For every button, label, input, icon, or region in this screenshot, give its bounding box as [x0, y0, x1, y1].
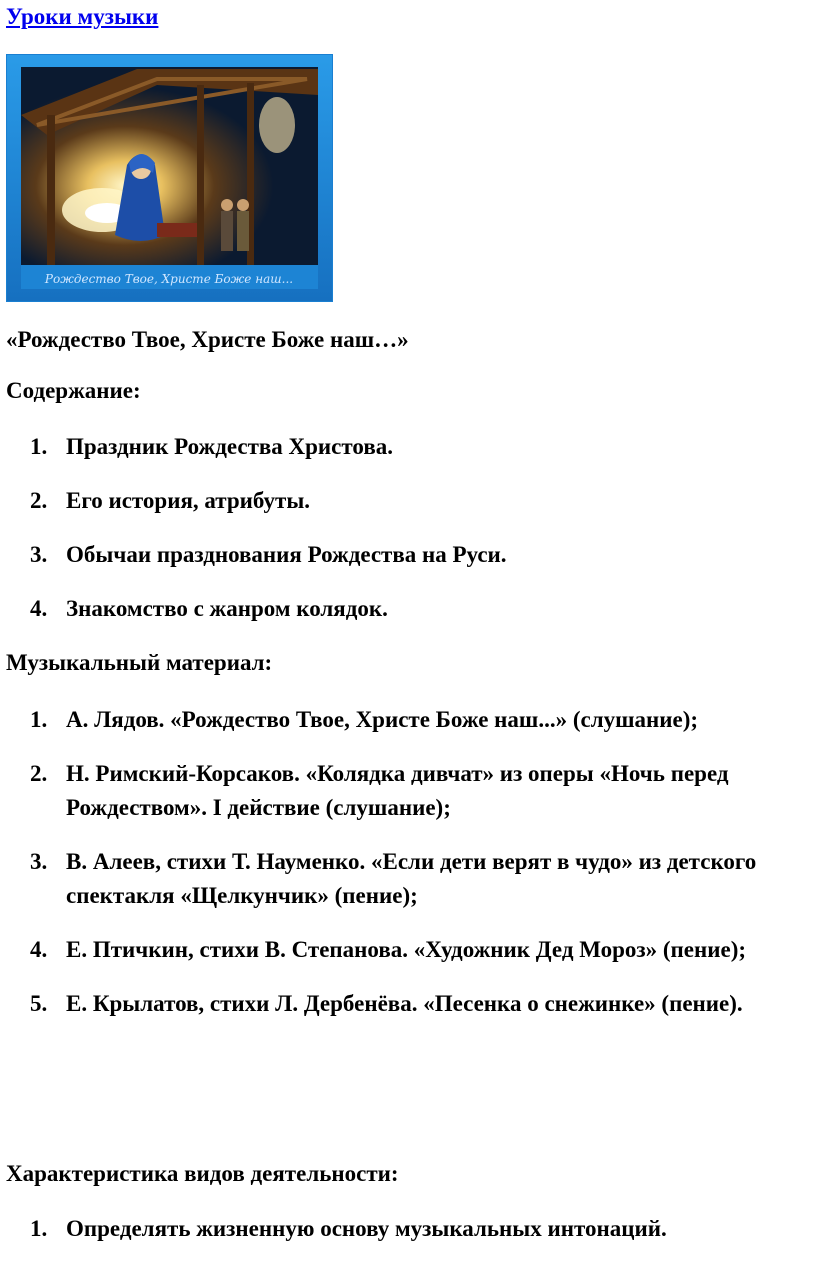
lessons-link[interactable]: Уроки музыки	[6, 4, 159, 29]
list-text: Е. Птичкин, стихи В. Степанова. «Художник Дед Мороз» (пение);	[66, 937, 747, 962]
list-item	[0, 538, 816, 592]
list-item	[0, 757, 816, 825]
list-item	[0, 987, 816, 1021]
list-text: Его история, атрибуты.	[66, 488, 311, 513]
list-number: 4.	[30, 596, 48, 621]
list-item	[0, 484, 816, 538]
list-number: 1.	[30, 707, 48, 732]
list-text: А. Лядов. «Рождество Твое, Христе Боже наш...» (слушание);	[66, 707, 699, 732]
content-list	[0, 430, 816, 646]
list-text: Е. Крылатов, стихи Л. Дербенёва. «Песенка о снежинке» (пение).	[66, 991, 743, 1016]
list-number: 1.	[30, 1216, 48, 1241]
content-heading: Содержание:	[6, 378, 141, 403]
list-number: 3.	[30, 849, 48, 874]
list-text: В. Алеев, стихи Т. Науменко. «Если дети верят в чудо» из детского спектакля «Щелкунчик» (пение);	[66, 849, 757, 908]
list-number: 3.	[30, 542, 48, 567]
song-title: «Рождество Твое, Христе Боже наш…»	[6, 327, 409, 352]
activities-heading: Характеристика видов деятельности:	[6, 1161, 399, 1186]
nativity-picture	[6, 54, 333, 302]
list-item	[0, 592, 816, 646]
list-text: Н. Римский-Корсаков. «Колядка дивчат» из оперы «Ночь перед Рождеством». I действие (слушание);	[66, 761, 729, 820]
list-number: 2.	[30, 761, 48, 786]
list-number: 1.	[30, 434, 48, 459]
list-number: 2.	[30, 488, 48, 513]
list-text: Праздник Рождества Христова.	[66, 434, 393, 459]
list-item	[0, 703, 816, 737]
list-text: Знакомство с жанром колядок.	[66, 596, 388, 621]
picture-caption: Рождество Твое, Христе Боже наш...	[44, 272, 294, 286]
list-item	[0, 933, 816, 967]
material-heading: Музыкальный материал:	[6, 650, 273, 675]
material-list	[0, 703, 816, 1041]
list-text: Обычаи празднования Рождества на Руси.	[66, 542, 507, 567]
list-text: Определять жизненную основу музыкальных интонаций.	[66, 1216, 667, 1241]
activities-list	[0, 1212, 816, 1266]
list-number: 5.	[30, 991, 48, 1016]
list-item	[0, 1212, 816, 1266]
list-item	[0, 430, 816, 484]
list-item	[0, 845, 816, 913]
list-number: 4.	[30, 937, 48, 962]
